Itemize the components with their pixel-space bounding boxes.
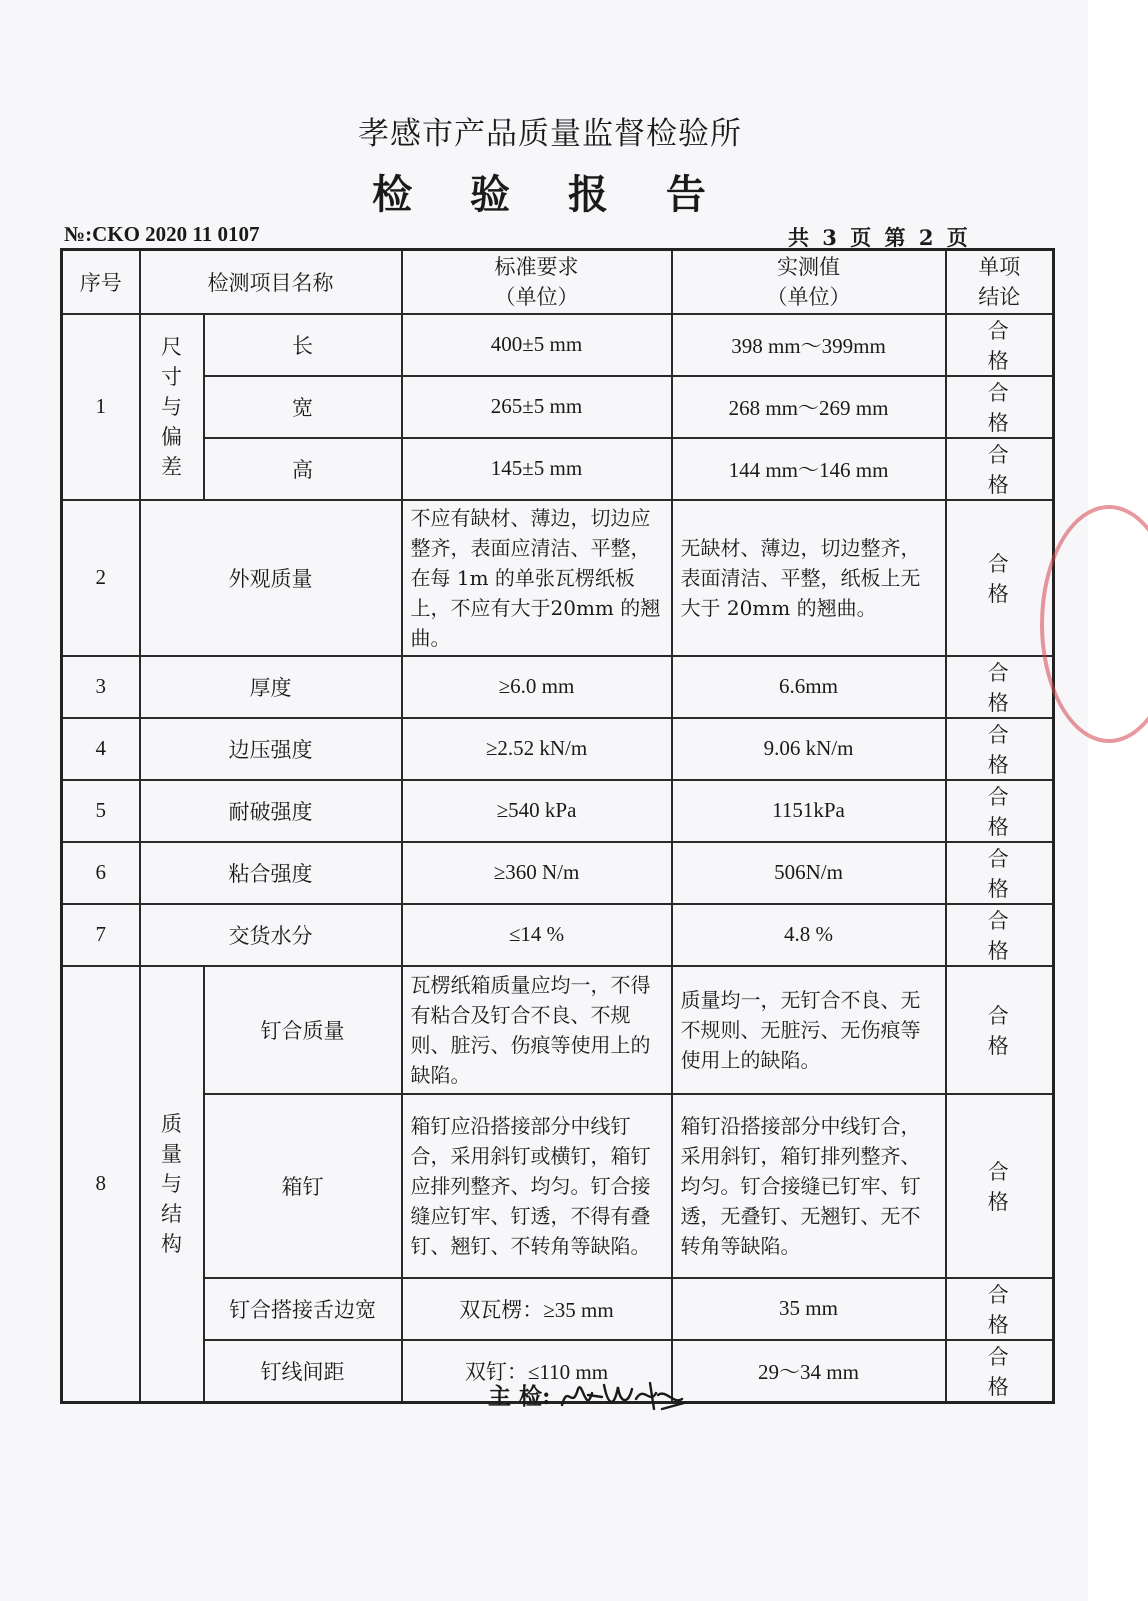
- doc-title: 检 验 报 告: [372, 171, 728, 218]
- item-name: 长: [204, 314, 402, 376]
- measured-value: 质量均一，无钉合不良、无不规则、无脏污、无伤痕等使用上的缺陷。: [672, 966, 946, 1094]
- table-row: [62, 376, 1054, 438]
- measured-value: 9.06 kN/m: [672, 718, 946, 780]
- measured-value: 6.6mm: [672, 656, 946, 718]
- table-row: [62, 500, 1054, 656]
- item-name: 箱钉: [204, 1094, 402, 1278]
- item-name: 交货水分: [140, 904, 402, 966]
- result-value: 合格: [946, 1278, 1054, 1340]
- col-header-result: 单项 结论: [946, 250, 1054, 314]
- page-edge: [1088, 0, 1148, 1601]
- table-row: [62, 966, 1054, 1094]
- standard-value: ≥360 N/m: [402, 842, 672, 904]
- seal-stamp: [1040, 505, 1148, 743]
- item-name: 厚度: [140, 656, 402, 718]
- row-no: 4: [62, 718, 140, 780]
- col-header-measured: 实测值 （单位）: [672, 250, 946, 314]
- standard-value: ≥2.52 kN/m: [402, 718, 672, 780]
- table-row: [62, 438, 1054, 500]
- row-no: 5: [62, 780, 140, 842]
- standard-value: 不应有缺材、薄边，切边应整齐，表面应清洁、平整，在每 1m 的单张瓦楞纸板上，不应有大于20mm 的翘曲。: [402, 500, 672, 656]
- org-name: 孝感市产品质量监督检验所: [358, 116, 742, 152]
- item-name: 钉合搭接舌边宽: [204, 1278, 402, 1340]
- measured-value: 506N/m: [672, 842, 946, 904]
- item-name: 耐破强度: [140, 780, 402, 842]
- row-no: 2: [62, 500, 140, 656]
- table-row: [62, 842, 1054, 904]
- standard-value: 双钉：≤110 mm: [402, 1340, 672, 1403]
- measured-value: 35 mm: [672, 1278, 946, 1340]
- result-value: 合格: [946, 1094, 1054, 1278]
- standard-value: 箱钉应沿搭接部分中线钉合，采用斜钉或横钉，箱钉应排列整齐、均匀。钉合接缝应钉牢、钉透，不得有叠钉、翘钉、不转角等缺陷。: [402, 1094, 672, 1278]
- inspection-table: [60, 248, 1055, 1404]
- standard-value: ≥540 kPa: [402, 780, 672, 842]
- group-label: 质 量 与 结 构: [140, 966, 204, 1403]
- item-name: 粘合强度: [140, 842, 402, 904]
- item-name: 边压强度: [140, 718, 402, 780]
- table-row: [62, 1278, 1054, 1340]
- table-row: [62, 1094, 1054, 1278]
- item-name: 外观质量: [140, 500, 402, 656]
- item-name: 宽: [204, 376, 402, 438]
- table-row: [62, 314, 1054, 376]
- row-no: 6: [62, 842, 140, 904]
- page-info: 共 3 页 第 2 页: [788, 225, 968, 250]
- table-row: [62, 656, 1054, 718]
- result-value: 合格: [946, 966, 1054, 1094]
- measured-value: 398 mm～399mm: [672, 314, 946, 376]
- standard-value: 双瓦楞：≥35 mm: [402, 1278, 672, 1340]
- result-value: 合格: [946, 438, 1054, 500]
- item-name: 钉线间距: [204, 1340, 402, 1403]
- standard-value: 265±5 mm: [402, 376, 672, 438]
- standard-value: 145±5 mm: [402, 438, 672, 500]
- standard-value: ≤14 %: [402, 904, 672, 966]
- result-value: 合格: [946, 1340, 1054, 1403]
- standard-value: 400±5 mm: [402, 314, 672, 376]
- table-row: [62, 718, 1054, 780]
- measured-value: 144 mm～146 mm: [672, 438, 946, 500]
- measured-value: 29～34 mm: [672, 1340, 946, 1403]
- result-value: 合格: [946, 376, 1054, 438]
- result-value: 合格: [946, 904, 1054, 966]
- standard-value: 瓦楞纸箱质量应均一，不得有粘合及钉合不良、不规则、脏污、伤痕等使用上的缺陷。: [402, 966, 672, 1094]
- measured-value: 4.8 %: [672, 904, 946, 966]
- measured-value: 1151kPa: [672, 780, 946, 842]
- result-value: 合格: [946, 718, 1054, 780]
- row-no: 8: [62, 966, 140, 1403]
- report-number: №:CKO 2020 11 0107: [64, 222, 260, 246]
- header-row: [62, 250, 1054, 314]
- result-value: 合格: [946, 780, 1054, 842]
- result-value: 合格: [946, 656, 1054, 718]
- table-row: [62, 780, 1054, 842]
- measured-value: 箱钉沿搭接部分中线钉合，采用斜钉，箱钉排列整齐、均匀。钉合接缝已钉牢、钉透，无叠钉、无翘钉、无不转角等缺陷。: [672, 1094, 946, 1278]
- col-header-no: 序号: [62, 250, 140, 314]
- result-value: 合格: [946, 500, 1054, 656]
- measured-value: 无缺材、薄边，切边整齐，表面清洁、平整，纸板上无大于 20mm 的翘曲。: [672, 500, 946, 656]
- standard-value: ≥6.0 mm: [402, 656, 672, 718]
- col-header-item: 检测项目名称: [140, 250, 402, 314]
- table-row: [62, 904, 1054, 966]
- group-label: 尺 寸 与 偏 差: [140, 314, 204, 500]
- signature: [558, 1375, 688, 1419]
- row-no: 3: [62, 656, 140, 718]
- row-no: 7: [62, 904, 140, 966]
- row-no: 1: [62, 314, 140, 500]
- item-name: 高: [204, 438, 402, 500]
- col-header-standard: 标准要求 （单位）: [402, 250, 672, 314]
- measured-value: 268 mm～269 mm: [672, 376, 946, 438]
- result-value: 合格: [946, 842, 1054, 904]
- result-value: 合格: [946, 314, 1054, 376]
- item-name: 钉合质量: [204, 966, 402, 1094]
- signer-label: 主 检:: [488, 1383, 551, 1410]
